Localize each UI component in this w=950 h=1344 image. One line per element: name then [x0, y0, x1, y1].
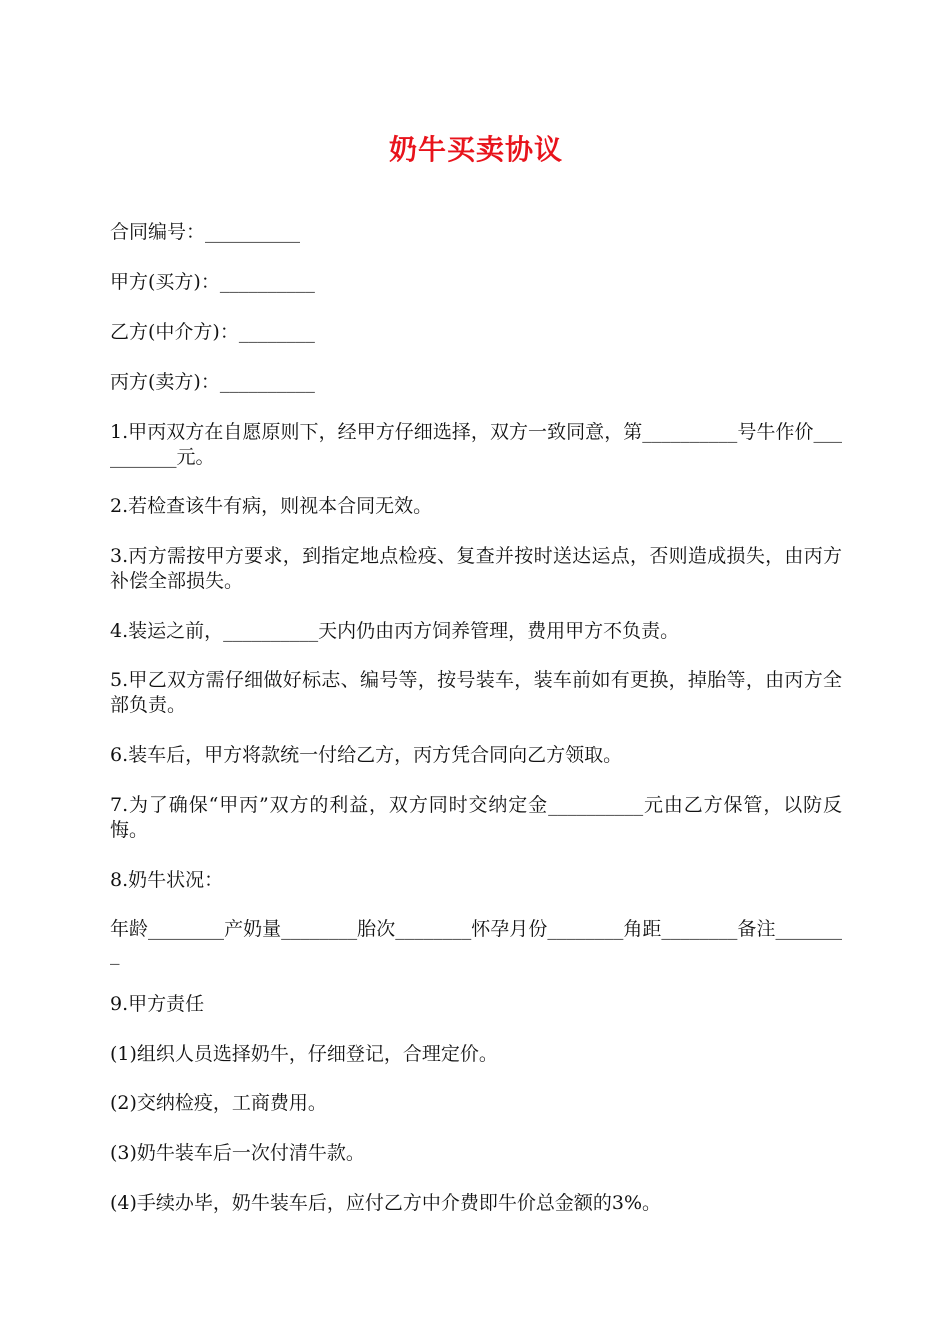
clause-6: 6.装车后，甲方将款统一付给乙方，丙方凭合同向乙方领取。	[110, 744, 623, 766]
clause-7: 7.为了确保“甲丙”双方的利益，双方同时交纳定金__________元由乙方保管，以防反悔。	[110, 794, 842, 841]
party-c-line: 丙方(卖方)：__________	[110, 371, 315, 393]
party-b-line: 乙方(中介方)：________	[110, 321, 315, 343]
clause-1: 1.甲丙双方在自愿原则下，经甲方仔细选择，双方一致同意，第__________号牛作价__________元。	[110, 421, 842, 468]
clause-5: 5.甲乙双方需仔细做好标志、编号等，按号装车，装车前如有更换，掉胎等，由丙方全部负责。	[110, 669, 842, 716]
document-title: 奶牛买卖协议	[388, 133, 563, 166]
clause-4: 4.装运之前，__________天内仍由丙方饲养管理，费用甲方不负责。	[110, 620, 680, 642]
clause-2: 2.若检查该牛有病，则视本合同无效。	[110, 495, 433, 517]
responsibility-2: (2)交纳检疫，工商费用。	[110, 1092, 327, 1114]
responsibility-4: (4)手续办毕，奶牛装车后，应付乙方中介费即牛价总金额的3%。	[110, 1192, 662, 1214]
clause-8: 8.奶牛状况：	[110, 869, 224, 891]
cattle-status-fields: 年龄________产奶量________胎次________怀孕月份________角距________备注________	[110, 918, 842, 965]
clause-9: 9.甲方责任	[110, 993, 205, 1015]
responsibility-3: (3)奶牛装车后一次付清牛款。	[110, 1142, 365, 1164]
contract-number-line: 合同编号：__________	[110, 221, 301, 243]
party-a-line: 甲方(买方)：__________	[110, 271, 315, 293]
clause-3: 3.丙方需按甲方要求，到指定地点检疫、复查并按时送达运点，否则造成损失，由丙方补偿全部损失。	[110, 545, 842, 592]
responsibility-1: (1)组织人员选择奶牛，仔细登记，合理定价。	[110, 1043, 498, 1065]
